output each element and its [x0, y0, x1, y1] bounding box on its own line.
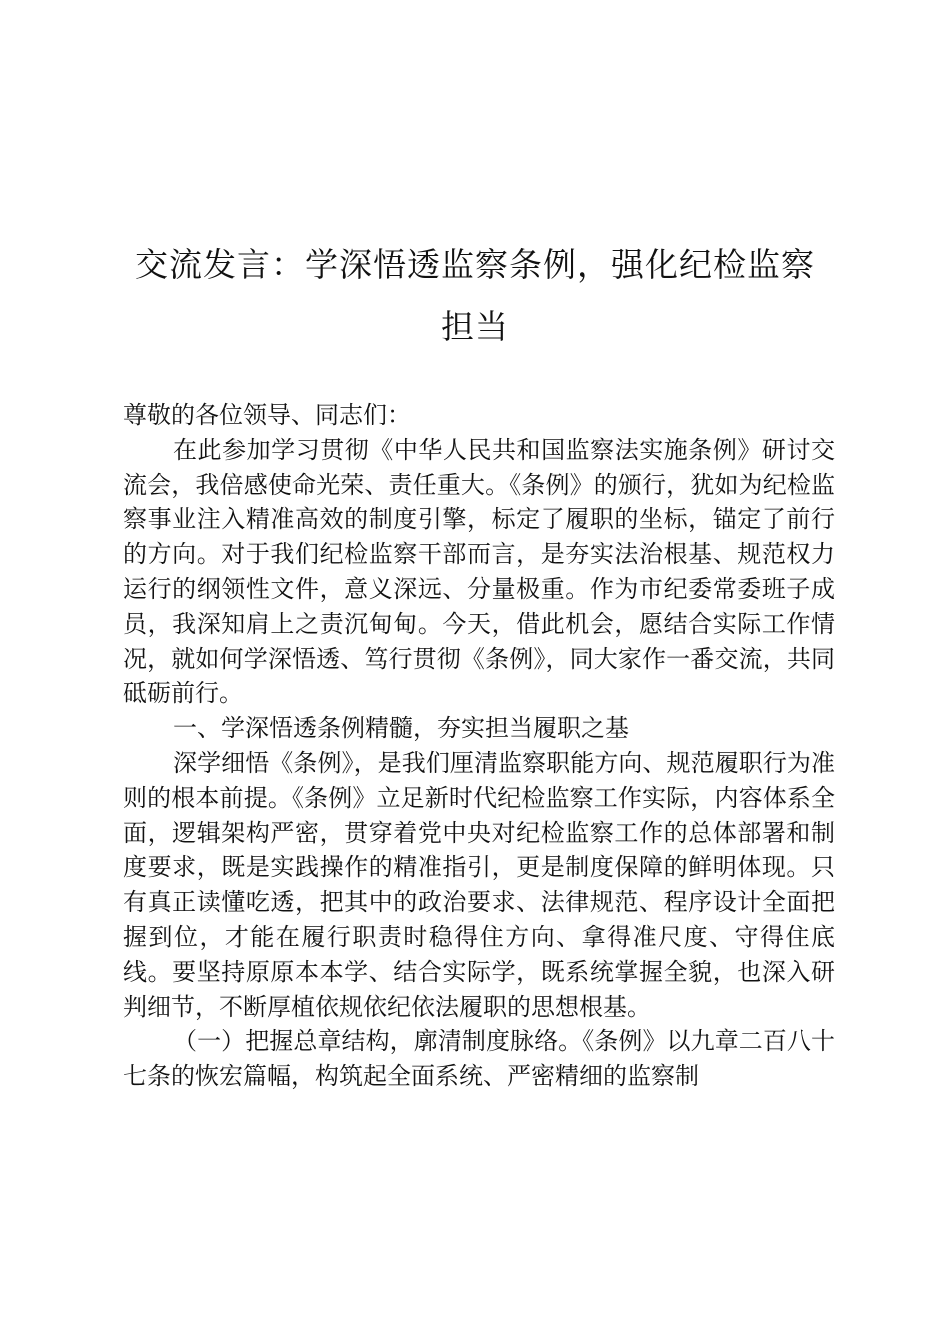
title-line-1: 交流发言：学深悟透监察条例，强化纪检监察 [135, 245, 815, 284]
paragraph-subsection-1: （一）把握总章结构，廓清制度脉络。《条例》以九章二百八十七条的恢宏篇幅，构筑起全面系统、严密精细的监察制 [123, 1027, 835, 1091]
paragraph-intro: 在此参加学习贯彻《中华人民共和国监察法实施条例》研讨交流会，我倍感使命光荣、责任重大。《条例》的颁行，犹如为纪检监察事业注入精准高效的制度引擎，标定了履职的坐标，锚定了前行的方向。对于我们纪检监察干部而言，是夯实法治根基、规范权力运行的纲领性文件，意义深远、分量极重。作为市纪委常委班子成员，我深知肩上之责沉甸甸。今天，借此机会，愿结合实际工作情况，就如何学深悟透、笃行贯彻《条例》，同大家作一番交流，共同砥砺前行。 [123, 435, 835, 708]
greeting: 尊敬的各位领导、同志们： [123, 401, 411, 429]
document-body [123, 398, 835, 1094]
document-title [110, 234, 840, 358]
paragraph-section-1: 深学细悟《条例》，是我们厘清监察职能方向、规范履职行为准则的根本前提。《条例》立足新时代纪检监察工作实际，内容体系全面，逻辑架构严密，贯穿着党中央对纪检监察工作的总体部署和制度要求，既是实践操作的精准指引，更是制度保障的鲜明体现。只有真正读懂吃透，把其中的政治要求、法律规范、程序设计全面把握到位，才能在履行职责时稳得住方向、拿得准尺度、守得住底线。要坚持原原本本学、结合实际学，既系统掌握全貌，也深入研判细节，不断厚植依规依纪依法履职的思想根基。 [123, 748, 835, 1021]
title-line-2: 担当 [441, 307, 509, 346]
section-heading-1: 一、学深悟透条例精髓，夯实担当履职之基 [173, 714, 629, 743]
